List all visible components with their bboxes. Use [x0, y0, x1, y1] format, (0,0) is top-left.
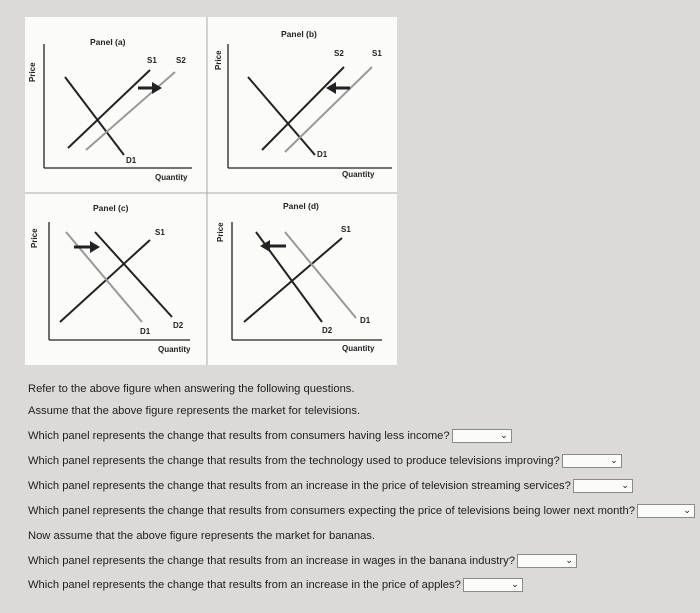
- question-6: [28, 578, 523, 592]
- question-5-dropdown[interactable]: [517, 554, 577, 568]
- panel-a-label-d1: D1: [126, 156, 137, 165]
- panel-c-title: Panel (c): [93, 203, 129, 213]
- panel-d-price-label: Price: [216, 222, 225, 242]
- panel-b-title: Panel (b): [281, 29, 317, 39]
- chevron-down-icon: ⌄: [511, 580, 519, 590]
- chevron-down-icon: ⌄: [683, 506, 691, 516]
- panel-d-label-s1: S1: [341, 225, 351, 234]
- question-4: [28, 504, 695, 518]
- panel-b-label-s1: S1: [372, 49, 382, 58]
- panel-d-title: Panel (d): [283, 201, 319, 211]
- panel-a-quantity-label: Quantity: [155, 173, 188, 182]
- panel-d-quantity-label: Quantity: [342, 344, 375, 353]
- question-3: [28, 479, 633, 493]
- chevron-down-icon: ⌄: [500, 431, 508, 441]
- panel-c-quantity-label: Quantity: [158, 345, 191, 354]
- panel-c-label-d2: D2: [173, 321, 184, 330]
- panel-d-label-d1: D1: [360, 316, 371, 325]
- chevron-down-icon: ⌄: [610, 456, 618, 466]
- question-3-dropdown[interactable]: [573, 479, 633, 493]
- chevron-down-icon: ⌄: [565, 556, 573, 566]
- panel-b-label-d1: D1: [317, 150, 328, 159]
- panel-c-label-d1: D1: [140, 327, 151, 336]
- question-6-dropdown[interactable]: [463, 578, 523, 592]
- question-4-text: Which panel represents the change that results from consumers expecting the price of televisions being lower next month?: [28, 505, 635, 517]
- panel-c-label-s1: S1: [155, 228, 165, 237]
- panel-c-price-label: Price: [30, 228, 39, 248]
- panel-b-price-label: Price: [214, 50, 223, 70]
- assume-banana-text: Now assume that the above figure represents the market for bananas.: [28, 530, 376, 543]
- question-2-dropdown[interactable]: [562, 454, 622, 468]
- question-4-dropdown[interactable]: [637, 504, 695, 518]
- panel-a-title: Panel (a): [90, 37, 126, 47]
- panel-b-label-s2: S2: [334, 49, 344, 58]
- panel-a-price-label: Price: [28, 62, 37, 82]
- question-2-text: Which panel represents the change that results from the technology used to produce televisions improving?: [28, 455, 560, 467]
- question-3-text: Which panel represents the change that results from an increase in the price of television streaming services?: [28, 480, 571, 492]
- question-1: [28, 429, 512, 443]
- question-1-text: Which panel represents the change that results from consumers having less income?: [28, 430, 450, 442]
- question-2: [28, 454, 622, 468]
- chevron-down-icon: ⌄: [621, 481, 629, 491]
- intro-text: Refer to the above figure when answering the following questions.: [28, 383, 355, 396]
- question-5-text: Which panel represents the change that results from an increase in wages in the banana industry?: [28, 555, 515, 567]
- question-5: [28, 554, 577, 568]
- question-6-text: Which panel represents the change that results from an increase in the price of apples?: [28, 579, 461, 591]
- panel-b-quantity-label: Quantity: [342, 170, 375, 179]
- question-1-dropdown[interactable]: [452, 429, 512, 443]
- panel-a-label-s1: S1: [147, 56, 157, 65]
- assume-tv-text: Assume that the above figure represents the market for televisions.: [28, 405, 361, 418]
- panel-a-label-s2: S2: [176, 56, 186, 65]
- panel-d-label-d2: D2: [322, 326, 333, 335]
